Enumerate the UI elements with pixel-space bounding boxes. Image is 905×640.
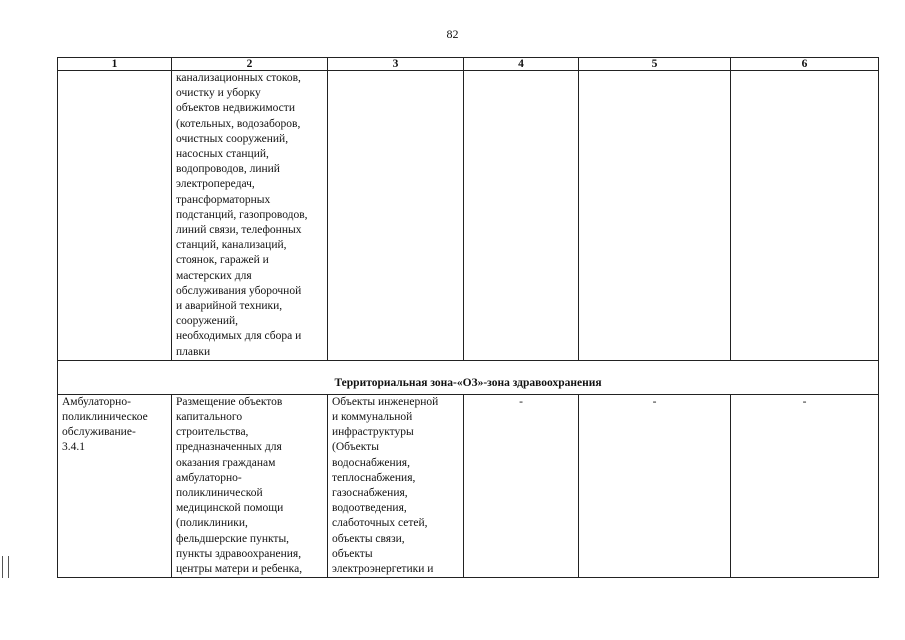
zone-row [58,360,879,394]
row2-col4: - [464,394,579,577]
row2-col1: Амбулаторно- поликлиническое обслуживание- 3.4.1 [58,394,172,577]
row1-col4 [464,71,579,361]
header-col-3: 3 [328,58,464,71]
table-row [58,71,879,361]
row1-col5 [579,71,731,361]
row2-col2: Размещение объектов капитального строительства, предназначенных для оказания гражданам амбулаторно- поликлинической медицинской помощи (поликлиники, фельдшерские пункты, пункты здравоохранения, центры матери и ребенка, [172,394,328,577]
row1-col6 [731,71,879,361]
row1-col2: канализационных стоков, очистку и уборку объектов недвижимости (котельных, водозаборов, очистных сооружений, насосных станций, водопроводов, линий электропередач, трансформаторных подстанций, газопроводов, линий связи, телефонных станций, канализаций, стоянок, гаражей и мастерских для обслуживания уборочной и аварийной техники, сооружений, необходимых для сбора и плавки [172,71,328,361]
page-number: 82 [446,27,459,41]
header-row [58,58,879,71]
header-col-6: 6 [731,58,879,71]
row2-col5: - [579,394,731,577]
row2-col6: - [731,394,879,577]
header-col-4: 4 [464,58,579,71]
table-row [58,394,879,577]
row2-col3: Объекты инженерной и коммунальной инфраструктуры (Объекты водоснабжения, теплоснабжения, газоснабжения, водоотведения, слаботочных сетей, объекты связи, объекты электроэнергетики и [328,394,464,577]
row1-col3 [328,71,464,361]
header-col-5: 5 [579,58,731,71]
row1-col1 [58,71,172,361]
zoning-table [57,57,879,578]
zone-title: Территориальная зона-«ОЗ»-зона здравоохранения [58,360,879,394]
scan-margin-mark [2,556,9,578]
header-col-1: 1 [58,58,172,71]
header-col-2: 2 [172,58,328,71]
